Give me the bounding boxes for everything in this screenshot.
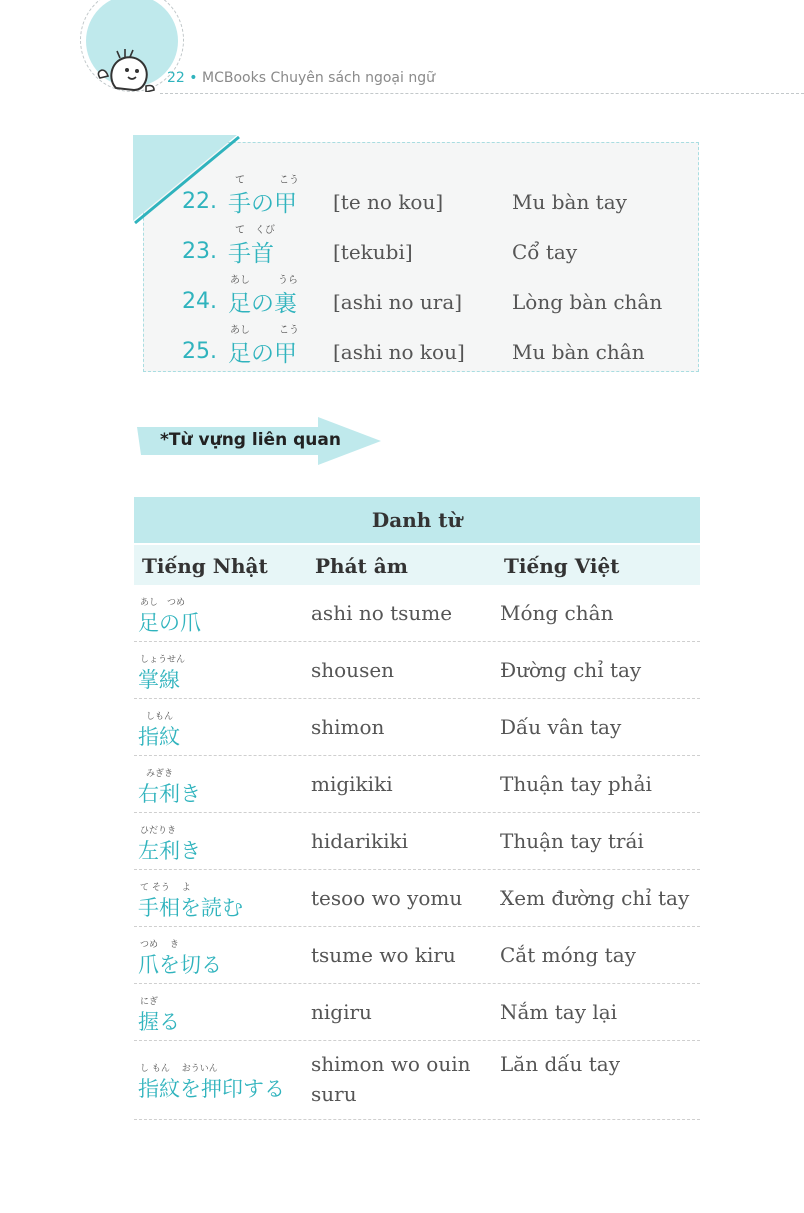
table-row <box>134 585 700 642</box>
table-row <box>134 756 700 813</box>
vocab-number: 23. <box>182 239 217 264</box>
furigana: あし <box>230 325 250 336</box>
japanese-term <box>138 652 308 696</box>
furigana: て <box>235 225 245 236</box>
column-header-pronunciation: Phát âm <box>315 554 408 578</box>
furigana: しょうせん <box>140 655 186 665</box>
japanese-term <box>138 766 308 810</box>
table-row <box>134 984 700 1041</box>
table-row <box>134 699 700 756</box>
vietnamese-meaning: Dấu vân tay <box>500 715 622 739</box>
japanese-kanji: 右利き <box>138 782 201 806</box>
furigana: つめ き <box>140 940 179 950</box>
japanese-term <box>138 994 308 1038</box>
pronunciation: tsume wo kiru <box>311 943 456 967</box>
furigana: うら <box>278 275 298 286</box>
table-row <box>134 813 700 870</box>
page-number: 22 <box>167 70 185 86</box>
vocab-japanese <box>228 221 328 271</box>
japanese-kanji: 指紋 <box>138 725 180 749</box>
japanese-kanji: 指紋を押印する <box>138 1077 285 1101</box>
furigana: しもん <box>146 712 174 722</box>
vocab-japanese <box>228 171 328 221</box>
vocab-kanji: 足の甲 <box>228 341 297 367</box>
furigana: し もん おういん <box>140 1064 218 1074</box>
column-header-vietnamese: Tiếng Việt <box>504 554 620 578</box>
pronunciation: migikiki <box>311 772 393 796</box>
vocab-meaning: Cổ tay <box>512 240 578 264</box>
furigana: みぎき <box>146 769 174 779</box>
publisher-name: MCBooks Chuyên sách ngoại ngữ <box>202 70 435 86</box>
table-row <box>134 927 700 984</box>
furigana: ひだりき <box>140 826 177 836</box>
pronunciation: ashi no tsume <box>311 601 453 625</box>
japanese-term <box>138 937 308 981</box>
japanese-term <box>138 823 308 867</box>
related-vocab-label: *Từ vựng liên quan <box>160 430 341 450</box>
furigana: こう <box>279 175 299 186</box>
table-header-row <box>134 545 700 585</box>
vocab-number: 22. <box>182 189 217 214</box>
pronunciation: shimon <box>311 715 385 739</box>
furigana: て <box>235 175 245 186</box>
vocab-romaji: [te no kou] <box>333 190 444 214</box>
table-row <box>134 870 700 927</box>
furigana: あし <box>230 275 250 286</box>
japanese-kanji: 爪を切る <box>138 953 222 977</box>
vocab-row <box>144 221 698 271</box>
vietnamese-meaning: Thuận tay trái <box>500 829 644 853</box>
table-title: Danh từ <box>134 497 700 543</box>
vocab-meaning: Lòng bàn chân <box>512 290 663 314</box>
vocab-japanese <box>228 271 328 321</box>
japanese-term <box>138 595 308 639</box>
japanese-term <box>138 880 308 924</box>
pronunciation: shousen <box>311 658 395 682</box>
pronunciation: nigiru <box>311 1000 372 1024</box>
furigana: て そう よ <box>140 883 191 893</box>
table-row <box>134 642 700 699</box>
vocab-romaji: [ashi no ura] <box>333 290 463 314</box>
pronunciation: shimon wo ouin suru <box>311 1052 471 1106</box>
furigana: にぎ <box>140 997 159 1007</box>
furigana: くび <box>255 225 275 236</box>
japanese-term <box>138 709 308 753</box>
header-divider <box>160 93 804 94</box>
table-row <box>134 1041 700 1120</box>
vocab-box-corner-decoration <box>133 135 243 227</box>
pronunciation: tesoo wo yomu <box>311 886 463 910</box>
vocab-row <box>144 271 698 321</box>
vietnamese-meaning: Thuận tay phải <box>500 772 652 796</box>
vocab-row <box>144 321 698 371</box>
japanese-kanji: 掌線 <box>138 668 180 692</box>
japanese-kanji: 足の爪 <box>138 611 201 635</box>
furigana: あし つめ <box>140 598 186 608</box>
vietnamese-meaning: Móng chân <box>500 601 614 625</box>
column-header-japanese: Tiếng Nhật <box>142 554 268 578</box>
furigana: こう <box>279 325 299 336</box>
vietnamese-meaning: Cắt móng tay <box>500 943 636 967</box>
header-bullet: • <box>189 70 198 86</box>
running-header <box>167 70 435 86</box>
vocab-number: 25. <box>182 339 217 364</box>
vietnamese-meaning: Xem đường chỉ tay <box>500 886 690 910</box>
vocab-number: 24. <box>182 289 217 314</box>
vocab-kanji: 足の裏 <box>228 291 297 317</box>
vietnamese-meaning: Đường chỉ tay <box>500 658 642 682</box>
vocab-japanese <box>228 321 328 371</box>
vocab-romaji: [tekubi] <box>333 240 413 264</box>
vocab-meaning: Mu bàn tay <box>512 190 627 214</box>
vietnamese-meaning: Lăn dấu tay <box>500 1052 620 1076</box>
vocab-meaning: Mu bàn chân <box>512 340 645 364</box>
vocab-kanji: 手首 <box>228 241 274 267</box>
japanese-kanji: 左利き <box>138 839 201 863</box>
vocab-romaji: [ashi no kou] <box>333 340 465 364</box>
pronunciation: hidarikiki <box>311 829 408 853</box>
japanese-kanji: 握る <box>138 1010 180 1034</box>
japanese-term <box>138 1061 308 1105</box>
vocab-kanji: 手の甲 <box>228 191 297 217</box>
mascot-icon <box>94 44 158 92</box>
japanese-kanji: 手相を読む <box>138 896 243 920</box>
vocab-table <box>134 497 700 1120</box>
vietnamese-meaning: Nắm tay lại <box>500 1000 618 1024</box>
